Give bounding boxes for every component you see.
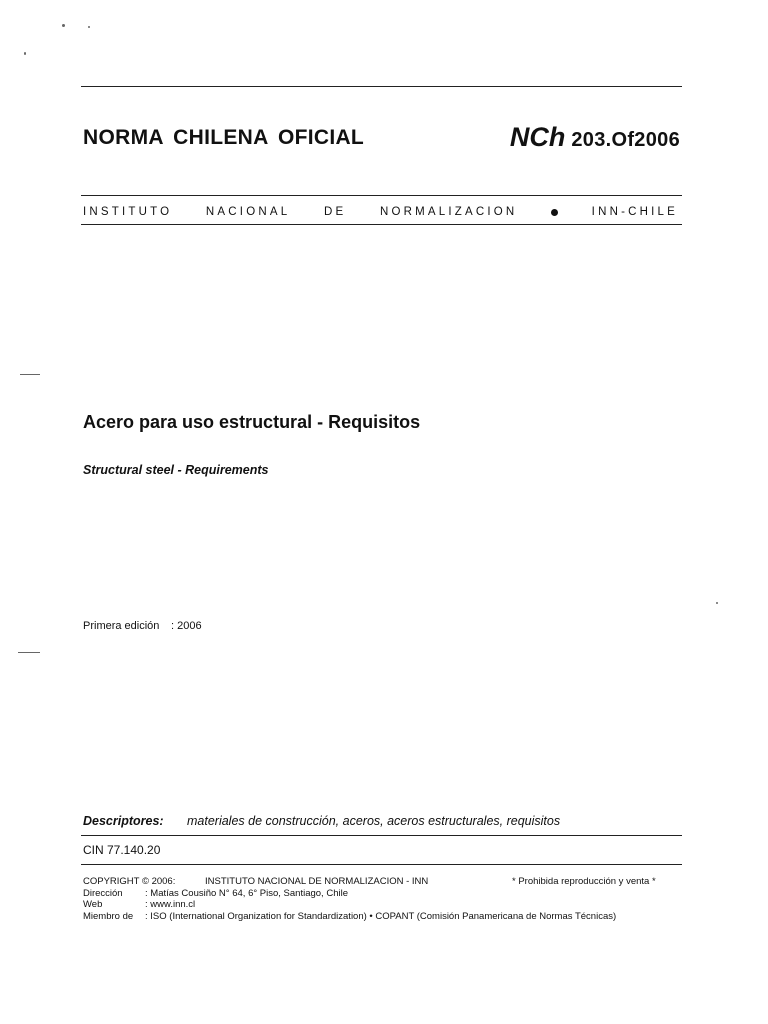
- cin-rule: [81, 864, 682, 865]
- institute-top-rule: [81, 195, 682, 196]
- copyright-value: INSTITUTO NACIONAL DE NORMALIZACION - INN: [205, 876, 429, 887]
- descriptors-rule: [81, 835, 682, 836]
- descriptors-value: materiales de construcción, aceros, aceros estructurales, requisitos: [187, 814, 561, 828]
- web-value: : www.inn.cl: [145, 899, 196, 910]
- miembro-row: [83, 911, 616, 923]
- miembro-label: Miembro de: [83, 910, 134, 922]
- scan-speck: [20, 374, 40, 375]
- descriptors-label: Descriptores:: [83, 814, 164, 828]
- standard-code: [510, 122, 680, 153]
- web-row: [83, 899, 616, 911]
- institute-word-1: INSTITUTO: [83, 206, 173, 218]
- miembro-value: : ISO (International Organization for Standardization) • COPANT (Comisión Panamericana de Normas Técnicas): [145, 910, 617, 922]
- institute-word-4: NORMALIZACION: [379, 206, 518, 218]
- direccion-label: Dirección: [83, 887, 123, 899]
- standard-code-prefix: NCh: [509, 122, 566, 152]
- institute-bottom-rule: [81, 224, 682, 225]
- scan-speck: [24, 52, 26, 55]
- scan-speck: [18, 652, 40, 653]
- direccion-value: : Matías Cousiño N° 64, 6° Piso, Santiago, Chile: [145, 887, 348, 899]
- document-title-spanish: Acero para uso estructural - Requisitos: [83, 412, 421, 432]
- institute-word-3: DE: [323, 206, 347, 218]
- edition-value: : 2006: [171, 620, 202, 632]
- institute-short-name: INN-CHILE: [591, 206, 678, 218]
- direccion-row: [83, 888, 616, 900]
- edition-label: Primera edición: [83, 620, 160, 632]
- scan-speck: [716, 602, 718, 604]
- scan-speck: [62, 24, 65, 27]
- scan-speck: [88, 26, 90, 28]
- standard-type-title: NORMA CHILENA OFICIAL: [83, 126, 365, 149]
- institute-word-2: NACIONAL: [205, 206, 291, 218]
- cin-code: CIN 77.140.20: [83, 843, 161, 857]
- web-label: Web: [83, 899, 103, 910]
- bullet-icon: [551, 209, 558, 216]
- institute-banner: [83, 206, 678, 218]
- edition-line: [83, 620, 202, 632]
- prohibition-note: * Prohibida reproducción y venta *: [512, 876, 656, 887]
- standard-code-number: 203.Of2006: [571, 129, 680, 151]
- top-rule: [81, 86, 682, 87]
- descriptors-line: [83, 814, 560, 828]
- document-title-english: Structural steel - Requirements: [83, 463, 269, 477]
- copyright-label: COPYRIGHT © 2006:: [83, 876, 176, 887]
